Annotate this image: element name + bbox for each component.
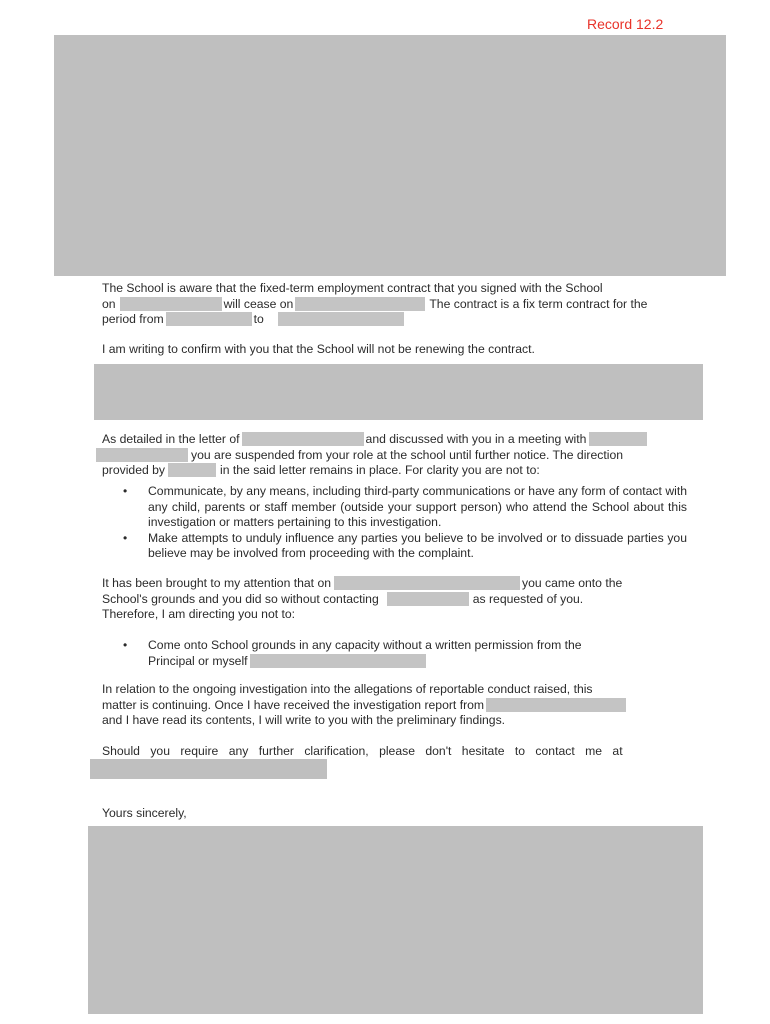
investigation-line-2: matter is continuing. Once I have received the investigation report from (102, 698, 687, 714)
redacted-investigator (486, 698, 626, 712)
grounds-prohibition-list (102, 638, 687, 669)
clarification-line-1: Should you require any further clarification, please don't hesitate to contact me at (102, 744, 623, 758)
grounds-line-2: School's grounds and you did so without contacting as requested of you. (102, 591, 584, 606)
contract-line-3: period from to (102, 312, 687, 328)
redacted-visit-date (334, 576, 520, 590)
paragraph-contract (102, 281, 687, 328)
redacted-letter-date (242, 432, 364, 446)
redacted-meeting-person (589, 432, 647, 446)
list-item: • Make attempts to unduly influence any parties you believe to be involved or to dissuade parties you believe may be involved from proceeding with the complaint. (123, 530, 687, 560)
suspension-line-3: provided by in the said letter remains in place. For clarity you are not to: (102, 463, 540, 477)
suspension-line-2: you are suspended from your role at the school until further notice. The direction (102, 448, 687, 464)
list-item: • Come onto School grounds in any capacity without a written permission from the Principal or myself (123, 638, 582, 668)
bullet-icon: • (123, 638, 128, 652)
investigation-line-1: In relation to the ongoing investigation into the allegations of reportable conduct raised, this (102, 682, 593, 696)
redacted-direction-by (168, 463, 216, 477)
contract-line-2: on will cease on The contract is a fix term contract for the (102, 296, 648, 311)
closing: Yours sincerely, (102, 806, 187, 820)
record-label: Record 12.2 (587, 16, 664, 32)
contract-line-1: The School is aware that the fixed-term employment contract that you signed with the School (102, 281, 603, 295)
redacted-meeting-date (96, 448, 188, 462)
redacted-period-start (166, 312, 252, 326)
paragraph-suspension (102, 432, 687, 479)
redacted-title (250, 654, 426, 668)
redacted-paragraph (94, 364, 703, 420)
grounds-line-1: It has been brought to my attention that on you came onto the (102, 576, 623, 590)
redacted-end-date (295, 297, 425, 311)
paragraph-clarification (102, 744, 687, 760)
list-item: • Communicate, by any means, including third-party communications or have any form of contact with any child, parents or staff member (outside your support person) who attend the School about this investigation or matters pertaining to this investigation. (123, 484, 687, 529)
redacted-period-end (278, 312, 404, 326)
investigation-line-3: and I have read its contents, I will write to you with the preliminary findings. (102, 713, 506, 727)
redacted-contact-details (90, 759, 327, 779)
redacted-contact-person (387, 592, 469, 606)
redacted-signature-block (88, 826, 703, 1014)
paragraph-investigation (102, 682, 687, 729)
bullet-icon: • (123, 484, 128, 498)
grounds-line-3: Therefore, I am directing you not to: (102, 607, 296, 621)
redacted-letterhead (54, 35, 726, 276)
suspension-line-1: As detailed in the letter of and discussed with you in a meeting with (102, 432, 687, 448)
paragraph-not-renewing: I am writing to confirm with you that the School will not be renewing the contract. (102, 342, 535, 356)
prohibitions-list (102, 484, 687, 562)
redacted-start-date (120, 297, 222, 311)
paragraph-grounds (102, 576, 687, 623)
bullet-icon: • (123, 530, 128, 545)
